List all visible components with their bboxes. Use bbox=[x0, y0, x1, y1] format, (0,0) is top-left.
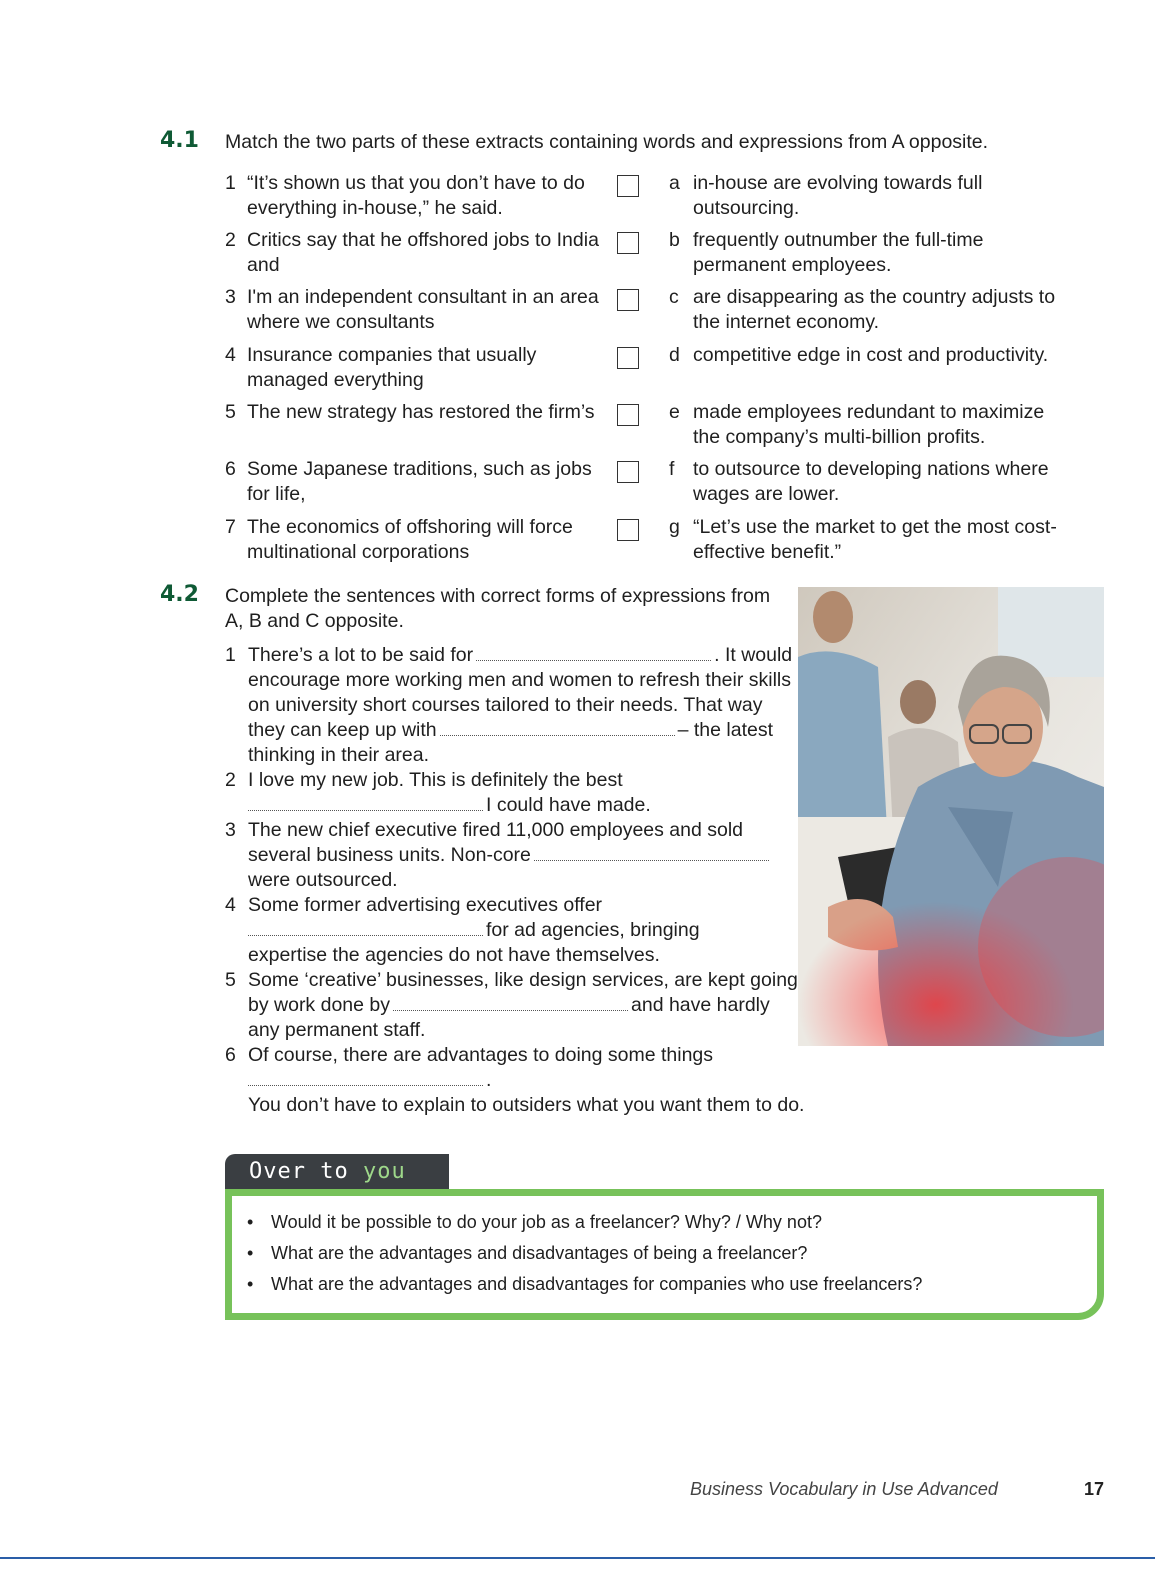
answer-box[interactable] bbox=[617, 461, 639, 483]
question-text: What are the advantages and disadvantages of being a freelancer? bbox=[271, 1243, 808, 1263]
sentence-text: Some ‘creative’ businesses, like design services, are kept going by work done by bbox=[248, 969, 798, 1016]
answer-blank[interactable] bbox=[440, 721, 675, 736]
sentence-text: I love my new job. This is definitely the best bbox=[248, 769, 623, 791]
over-to-you-title-accent: you bbox=[362, 1159, 406, 1184]
left-item-number: 5 bbox=[225, 401, 236, 423]
answer-box[interactable] bbox=[617, 232, 639, 254]
left-item-text: The new strategy has restored the firm’s bbox=[247, 401, 595, 423]
question-text: Would it be possible to do your job as a freelancer? Why? / Why not? bbox=[271, 1212, 822, 1232]
sentence-text: – the latest thinking in their area. bbox=[248, 719, 774, 766]
left-item-number: 7 bbox=[225, 516, 236, 538]
question-text: What are the advantages and disadvantages for companies who use freelancers? bbox=[271, 1274, 923, 1294]
sentence-number: 4 bbox=[225, 894, 236, 916]
bottom-divider bbox=[0, 1557, 1155, 1559]
answer-box[interactable] bbox=[617, 519, 639, 541]
left-item-text: I'm an independent consultant in an area where we consultants bbox=[247, 286, 599, 333]
photo-illustration bbox=[798, 587, 1104, 1046]
left-item-number: 6 bbox=[225, 458, 236, 480]
left-item-number: 3 bbox=[225, 286, 236, 308]
sentence-text: I could have made. bbox=[486, 794, 651, 816]
answer-blank[interactable] bbox=[248, 1071, 483, 1086]
answer-blank[interactable] bbox=[534, 846, 769, 861]
answer-blank[interactable] bbox=[476, 646, 711, 661]
sentence-text: and have hardly any permanent staff. bbox=[248, 994, 770, 1041]
left-item-text: Some Japanese traditions, such as jobs for life, bbox=[247, 458, 592, 505]
sentence-number: 6 bbox=[225, 1044, 236, 1066]
right-item-text: frequently outnumber the full-time permanent employees. bbox=[693, 229, 984, 276]
section-4-1-instruction: Match the two parts of these extracts containing words and expressions from A opposite. bbox=[225, 131, 989, 153]
sentence-text: were outsourced. bbox=[248, 869, 398, 891]
right-item-letter: g bbox=[669, 516, 680, 538]
answer-blank[interactable] bbox=[248, 921, 483, 936]
bullet-point: • bbox=[247, 1274, 254, 1294]
over-to-you-tab bbox=[225, 1154, 449, 1189]
section-number-4-2: 4.2 bbox=[160, 582, 199, 607]
right-item-text: to outsource to developing nations where wages are lower. bbox=[693, 458, 1049, 505]
right-item-letter: e bbox=[669, 401, 680, 423]
section-number-4-1: 4.1 bbox=[160, 128, 199, 153]
sentence-number: 3 bbox=[225, 819, 236, 841]
left-item-text: The economics of offshoring will force multinational corporations bbox=[247, 516, 573, 563]
sentence-number: 5 bbox=[225, 969, 236, 991]
answer-blank[interactable] bbox=[248, 796, 483, 811]
right-item-letter: d bbox=[669, 344, 680, 366]
right-item-text: “Let’s use the market to get the most cost-effective benefit.” bbox=[693, 516, 1057, 563]
answer-box[interactable] bbox=[617, 175, 639, 197]
bullet-point: • bbox=[247, 1212, 254, 1232]
right-item-text: are disappearing as the country adjusts to the internet economy. bbox=[693, 286, 1056, 333]
over-to-you-title: Over to bbox=[249, 1159, 349, 1184]
right-item-letter: a bbox=[669, 172, 680, 194]
sentence-text: . bbox=[486, 1069, 492, 1091]
page-number: 17 bbox=[1084, 1479, 1105, 1499]
section-4-2-instruction: Complete the sentences with correct forms of expressions from A, B and C opposite. bbox=[225, 585, 771, 632]
left-item-text: Critics say that he offshored jobs to India and bbox=[247, 229, 599, 276]
sentence-text: for ad agencies, bringing expertise the agencies do not have themselves. bbox=[248, 919, 700, 966]
left-item-number: 4 bbox=[225, 344, 236, 366]
sentence-text: You don’t have to explain to outsiders what you want them to do. bbox=[248, 1094, 805, 1116]
right-item-text: in-house are evolving towards full outsourcing. bbox=[693, 172, 983, 219]
right-item-text: competitive edge in cost and productivity. bbox=[693, 344, 1049, 366]
right-item-letter: b bbox=[669, 229, 680, 251]
sentence-number: 2 bbox=[225, 769, 236, 791]
left-item-text: “It’s shown us that you don’t have to do everything in-house,” he said. bbox=[247, 172, 585, 219]
sentence-text: . It would encourage more working men and women to refresh their skills on university short courses tailored to their needs. That way they can keep up with bbox=[248, 644, 793, 741]
office-worker-photo bbox=[798, 587, 1104, 1046]
book-title: Business Vocabulary in Use Advanced bbox=[690, 1479, 998, 1499]
left-item-number: 1 bbox=[225, 172, 236, 194]
sentence-number: 1 bbox=[225, 644, 236, 666]
sentence-text: Of course, there are advantages to doing some things bbox=[248, 1044, 714, 1066]
right-item-text: made employees redundant to maximize the company’s multi-billion profits. bbox=[693, 401, 1045, 448]
right-item-letter: f bbox=[669, 458, 675, 480]
sentence-text: The new chief executive fired 11,000 employees and sold several business units. Non-core bbox=[248, 819, 744, 866]
answer-box[interactable] bbox=[617, 404, 639, 426]
answer-box[interactable] bbox=[617, 347, 639, 369]
sentence-text: There’s a lot to be said for bbox=[248, 644, 474, 666]
bullet-point: • bbox=[247, 1243, 254, 1263]
left-item-text: Insurance companies that usually managed everything bbox=[247, 344, 537, 391]
left-item-number: 2 bbox=[225, 229, 236, 251]
answer-box[interactable] bbox=[617, 289, 639, 311]
answer-blank[interactable] bbox=[393, 996, 628, 1011]
right-item-letter: c bbox=[669, 286, 679, 308]
sentence-text: Some former advertising executives offer bbox=[248, 894, 603, 916]
